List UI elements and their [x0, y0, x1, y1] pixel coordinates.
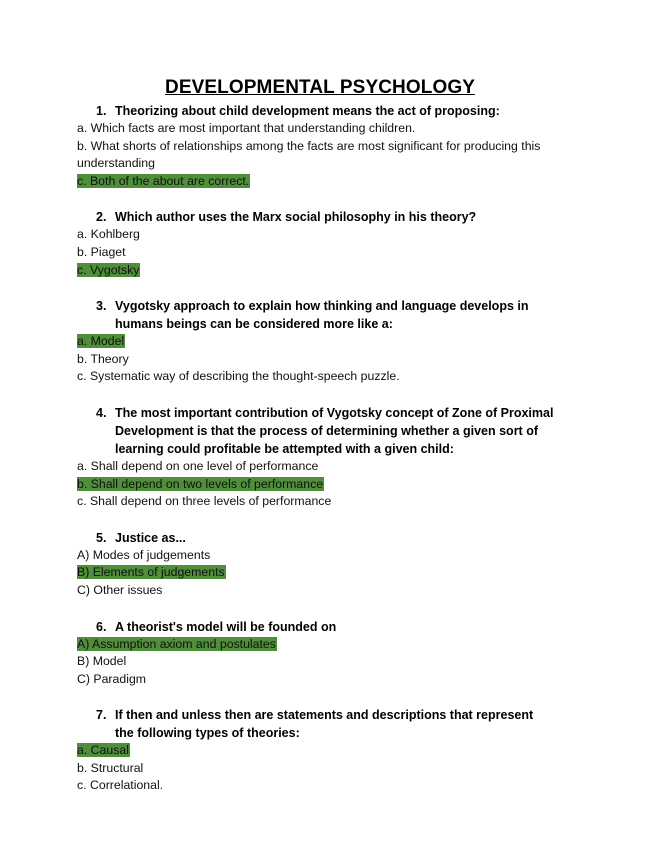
question-7 — [77, 706, 557, 795]
question-number: 6. — [96, 619, 107, 634]
answer-option-correct: b. Shall depend on two levels of performance — [77, 476, 324, 491]
question-5 — [77, 529, 557, 600]
answer-option-correct: c. Vygotsky — [77, 262, 140, 277]
answer-option-correct: c. Both of the about are correct. — [77, 173, 250, 188]
answer-option: b. Theory — [77, 351, 129, 366]
question-list — [77, 102, 557, 813]
answer-option: C) Paradigm — [77, 671, 147, 686]
question-text: Theorizing about child development means the act of proposing: — [115, 104, 500, 118]
answer-option-correct: B) Elements of judgements — [77, 565, 225, 580]
question-prompt — [77, 529, 555, 547]
question-number: 2. — [96, 210, 107, 225]
question-6 — [77, 618, 557, 689]
answer-option: c. Systematic way of describing the thought-speech puzzle. — [77, 369, 400, 384]
question-text: Vygotsky approach to explain how thinking and language develops in humans beings can be considered more like a: — [115, 299, 529, 332]
question-text: Justice as... — [115, 530, 186, 545]
question-number: 1. — [96, 104, 107, 118]
answer-option: A) Modes of judgements — [77, 547, 211, 562]
page-title: DEVELOPMENTAL PSYCHOLOGY — [165, 77, 475, 98]
answer-option: b. What shorts of relationships among the facts are most significant for producing this understanding — [77, 138, 541, 171]
answer-option: b. Structural — [77, 760, 144, 775]
question-number: 3. — [96, 299, 107, 314]
answer-option: a. Shall depend on one level of performance — [77, 458, 319, 473]
question-4 — [77, 404, 557, 511]
question-text: A theorist's model will be founded on — [115, 619, 337, 634]
answer-option-correct: a. Model — [77, 334, 125, 349]
answer-option-correct: a. Causal — [77, 743, 129, 758]
question-3 — [77, 297, 557, 386]
question-text: The most important contribution of Vygotsky concept of Zone of Proximal Development is that the process of determining whether a given sort of learning could profitable be attempted with a given child: — [115, 405, 554, 456]
question-text: If then and unless then are statements and descriptions that represent the following types of theories: — [115, 708, 534, 741]
question-prompt — [77, 706, 555, 742]
answer-option: B) Model — [77, 654, 127, 669]
question-text: Which author uses the Marx social philosophy in his theory? — [115, 210, 477, 225]
question-prompt — [77, 102, 555, 120]
question-2 — [77, 208, 557, 279]
question-prompt — [77, 297, 555, 333]
question-number: 7. — [96, 708, 107, 723]
question-prompt — [77, 208, 555, 226]
answer-option: c. Correlational. — [77, 778, 164, 793]
answer-option: b. Piaget — [77, 244, 126, 259]
answer-option: a. Which facts are most important that understanding children. — [77, 121, 416, 135]
question-number: 4. — [96, 405, 107, 420]
question-prompt — [77, 618, 555, 636]
answer-option-correct: A) Assumption axiom and postulates — [77, 636, 276, 651]
question-1 — [77, 102, 557, 190]
answer-option: c. Shall depend on three levels of performance — [77, 494, 332, 509]
question-number: 5. — [96, 530, 107, 545]
answer-option: a. Kohlberg — [77, 227, 140, 242]
question-prompt — [77, 404, 555, 458]
answer-option: C) Other issues — [77, 582, 163, 597]
